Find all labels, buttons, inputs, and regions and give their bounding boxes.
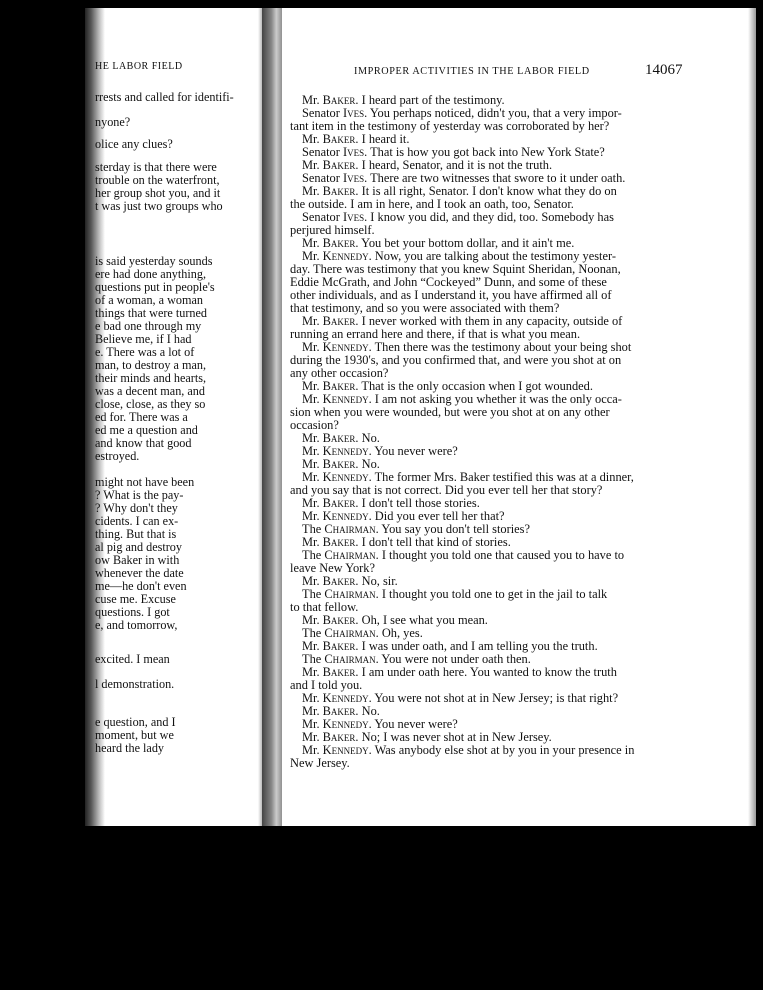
left-text-line: cidents. I can ex- (95, 514, 179, 528)
speaker-name: Ives (342, 171, 365, 185)
transcript-text: . I heard part of the testimony. (355, 93, 505, 107)
transcript-text: Mr. (302, 93, 323, 107)
left-text-line: rrests and called for identifi- (95, 90, 234, 104)
speaker-name: Baker (322, 639, 356, 653)
left-text-line: e question, and I (95, 715, 176, 729)
left-text-line: ere had done anything, (95, 267, 207, 281)
transcript-text: . Was anybody else shot at by you in your presence in (368, 743, 635, 757)
left-page-fragment (85, 8, 268, 826)
speaker-name: Ives (342, 210, 365, 224)
transcript-text: Mr. (302, 444, 323, 458)
left-text-line: nyone? (95, 115, 131, 129)
left-text-line: heard the lady (95, 741, 165, 755)
left-text-line: Believe me, if I had (95, 332, 192, 346)
transcript-text: Mr. (302, 457, 323, 471)
transcript-text: . I heard, Senator, and it is not the truth. (355, 158, 553, 172)
transcript-text: Senator (302, 145, 343, 159)
speaker-name: Chairman (324, 548, 376, 562)
transcript-text: . I thought you told one that caused you to have to (375, 548, 625, 562)
transcript-text: Mr. (302, 743, 323, 757)
transcript-text: Eddie McGrath, and John “Cockeyed” Dunn, and some of these (290, 275, 607, 289)
speaker-name: Chairman (324, 522, 376, 536)
left-text-line: sterday is that there were (95, 160, 217, 174)
left-text-line: e. There was a lot of (95, 345, 195, 359)
left-text-line: cuse me. Excuse (95, 592, 176, 606)
transcript-text: . That is how you got back into New York State? (364, 145, 605, 159)
transcript-text: . You were not shot at in New Jersey; is that right? (368, 691, 619, 705)
left-text-line: and know that good (95, 436, 192, 450)
transcript-text: . You bet your bottom dollar, and it ain't me. (355, 236, 575, 250)
speaker-name: Baker (322, 431, 356, 445)
speaker-name: Baker (322, 496, 356, 510)
transcript-text: . The former Mrs. Baker testified this was at a dinner, (368, 470, 634, 484)
transcript-text: . Then there was the testimony about your being shot (368, 340, 632, 354)
transcript-text: Senator (302, 210, 343, 224)
left-text-line: man, to destroy a man, (95, 358, 207, 372)
transcript-text: . I am under oath here. You wanted to know the truth (355, 665, 617, 679)
transcript-text: running an errand here and there, if that is what you mean. (290, 327, 581, 341)
transcript-text: . I am not asking you whether it was the only occa- (368, 392, 622, 406)
transcript-text: occasion? (290, 418, 339, 432)
transcript-text: Mr. (302, 613, 323, 627)
transcript-text: . You never were? (368, 717, 458, 731)
left-text-line: whenever the date (95, 566, 184, 580)
speaker-name: Kennedy (322, 470, 369, 484)
transcript-text: and I told you. (290, 678, 363, 692)
transcript-text: . I don't tell that kind of stories. (355, 535, 511, 549)
speaker-name: Baker (322, 184, 356, 198)
transcript-text: . No. (355, 457, 380, 471)
speaker-name: Baker (322, 236, 356, 250)
transcript-text: sion when you were wounded, but were you shot at on any other (290, 405, 610, 419)
speaker-name: Chairman (324, 587, 376, 601)
right-page (282, 8, 756, 826)
transcript-text: . I never worked with them in any capacity, outside of (355, 314, 623, 328)
transcript-text: The (302, 587, 325, 601)
left-text-line: estroyed. (95, 449, 140, 463)
transcript-text: during the 1930's, and you confirmed that, and were you shot at on (290, 353, 622, 367)
left-text-line: things that were turned (95, 306, 208, 320)
speaker-name: Baker (322, 574, 356, 588)
left-text-line: is said yesterday sounds (95, 254, 213, 268)
transcript-text: to that fellow. (290, 600, 359, 614)
transcript-text: Senator (302, 106, 343, 120)
transcript-text: any other occasion? (290, 366, 389, 380)
transcript-text: . Now, you are talking about the testimony yester- (368, 249, 616, 263)
transcript-text: Mr. (302, 249, 323, 263)
transcript-text: . I was under oath, and I am telling you the truth. (355, 639, 598, 653)
transcript-text: . No. (355, 431, 380, 445)
transcript-text: The (302, 548, 325, 562)
left-text-line: ? Why don't they (95, 501, 178, 515)
transcript-text: The (302, 652, 325, 666)
left-text-line: e, and tomorrow, (95, 618, 178, 632)
left-text-line: their minds and hearts, (95, 371, 207, 385)
speaker-name: Baker (322, 665, 356, 679)
transcript-line (290, 757, 350, 770)
left-text-line: trouble on the waterfront, (95, 173, 220, 187)
left-running-header: HE LABOR FIELD (95, 61, 183, 72)
transcript-text: . Oh, yes. (375, 626, 423, 640)
transcript-text: Mr. (302, 496, 323, 510)
left-text-line: t was just two groups who (95, 199, 223, 213)
transcript-text: The (302, 522, 325, 536)
left-text-line: excited. I mean (95, 652, 170, 666)
speaker-name: Baker (322, 535, 356, 549)
speaker-name: Chairman (324, 652, 376, 666)
transcript-text: Mr. (302, 431, 323, 445)
transcript-text: . That is the only occasion when I got wounded. (355, 379, 593, 393)
transcript-text: and you say that is not correct. Did you ever tell her that story? (290, 483, 603, 497)
transcript-text: Mr. (302, 132, 323, 146)
speaker-name: Kennedy (322, 249, 369, 263)
transcript-line (302, 744, 634, 757)
transcript-text: . It is all right, Senator. I don't know what they do on (355, 184, 617, 198)
transcript-text: Senator (302, 171, 343, 185)
transcript-text: . No, sir. (355, 574, 398, 588)
speaker-name: Baker (322, 730, 356, 744)
left-text-line: thing. But that is (95, 527, 177, 541)
speaker-name: Kennedy (322, 392, 369, 406)
left-text-line: ? What is the pay- (95, 488, 184, 502)
transcript-text: . You say you don't tell stories? (375, 522, 531, 536)
transcript-text: The (302, 626, 325, 640)
speaker-name: Ives (342, 145, 365, 159)
transcript-text: Mr. (302, 184, 323, 198)
left-text-line: moment, but we (95, 728, 174, 742)
page-number: 14067 (645, 62, 683, 78)
transcript-text: other individuals, and as I understand it, you have affirmed all of (290, 288, 612, 302)
transcript-text: . Did you ever tell her that? (368, 509, 505, 523)
speaker-name: Ives (342, 106, 365, 120)
left-text-line: l demonstration. (95, 677, 175, 691)
left-text-line: questions. I got (95, 605, 170, 619)
transcript-text: day. There was testimony that you knew Squint Sheridan, Noonan, (290, 262, 621, 276)
left-text-line: her group shot you, and it (95, 186, 221, 200)
speaker-name: Kennedy (322, 691, 369, 705)
speaker-name: Baker (322, 93, 356, 107)
transcript-text: Mr. (302, 691, 323, 705)
speaker-name: Kennedy (322, 444, 369, 458)
speaker-name: Kennedy (322, 717, 369, 731)
transcript-text: perjured himself. (290, 223, 375, 237)
speaker-name: Baker (322, 379, 356, 393)
transcript-text: . No; I was never shot at in New Jersey. (355, 730, 552, 744)
speaker-name: Baker (322, 457, 356, 471)
transcript-text: Mr. (302, 535, 323, 549)
transcript-text: tant item in the testimony of yesterday was corroborated by her? (290, 119, 610, 133)
left-text-line: of a woman, a woman (95, 293, 203, 307)
speaker-name: Kennedy (322, 509, 369, 523)
transcript-text: Mr. (302, 392, 323, 406)
left-text-line: might not have been (95, 475, 195, 489)
transcript-text: . You were not under oath then. (375, 652, 531, 666)
left-text-line: al pig and destroy (95, 540, 182, 554)
left-text-line: was a decent man, and (95, 384, 205, 398)
left-text-line: questions put in people's (95, 280, 215, 294)
transcript-text: Mr. (302, 379, 323, 393)
transcript-text: Mr. (302, 314, 323, 328)
left-text-line: close, close, as they so (95, 397, 206, 411)
speaker-name: Baker (322, 314, 356, 328)
transcript-text: Mr. (302, 704, 323, 718)
transcript-text: . You perhaps noticed, didn't you, that a very impor- (364, 106, 622, 120)
speaker-name: Kennedy (322, 340, 369, 354)
transcript-text: the outside. I am in here, and I took an oath, too, Senator. (290, 197, 574, 211)
transcript-text: Mr. (302, 665, 323, 679)
transcript-text: . I don't tell those stories. (355, 496, 480, 510)
speaker-name: Baker (322, 613, 356, 627)
transcript-text: New Jersey. (290, 756, 350, 770)
transcript-text: Mr. (302, 470, 323, 484)
speaker-name: Baker (322, 158, 356, 172)
transcript-text: . You never were? (368, 444, 458, 458)
transcript-text: . I thought you told one to get in the jail to talk (375, 587, 608, 601)
transcript-text: leave New York? (290, 561, 375, 575)
transcript-text: . There are two witnesses that swore to it under oath. (364, 171, 626, 185)
running-header: IMPROPER ACTIVITIES IN THE LABOR FIELD (354, 66, 590, 77)
transcript-text: that testimony, and so you were associated with them? (290, 301, 560, 315)
left-text-line: me—he don't even (95, 579, 187, 593)
transcript-text: . I know you did, and they did, too. Somebody has (364, 210, 614, 224)
left-text-line: ow Baker in with (95, 553, 180, 567)
transcript-text: Mr. (302, 717, 323, 731)
transcript-text: . I heard it. (355, 132, 410, 146)
left-text-line: ed for. There was a (95, 410, 188, 424)
transcript-text: Mr. (302, 236, 323, 250)
left-text-line: ed me a question and (95, 423, 198, 437)
speaker-name: Baker (322, 132, 356, 146)
left-text-line: e bad one through my (95, 319, 202, 333)
speaker-name: Baker (322, 704, 356, 718)
transcript-text: Mr. (302, 574, 323, 588)
transcript-text: Mr. (302, 340, 323, 354)
transcript-text: . Oh, I see what you mean. (355, 613, 488, 627)
transcript-text: Mr. (302, 158, 323, 172)
transcript-text: . No. (355, 704, 380, 718)
transcript-text: Mr. (302, 639, 323, 653)
left-text-line: olice any clues? (95, 137, 173, 151)
transcript-text: Mr. (302, 509, 323, 523)
speaker-name: Chairman (324, 626, 376, 640)
transcript-text: Mr. (302, 730, 323, 744)
speaker-name: Kennedy (322, 743, 369, 757)
